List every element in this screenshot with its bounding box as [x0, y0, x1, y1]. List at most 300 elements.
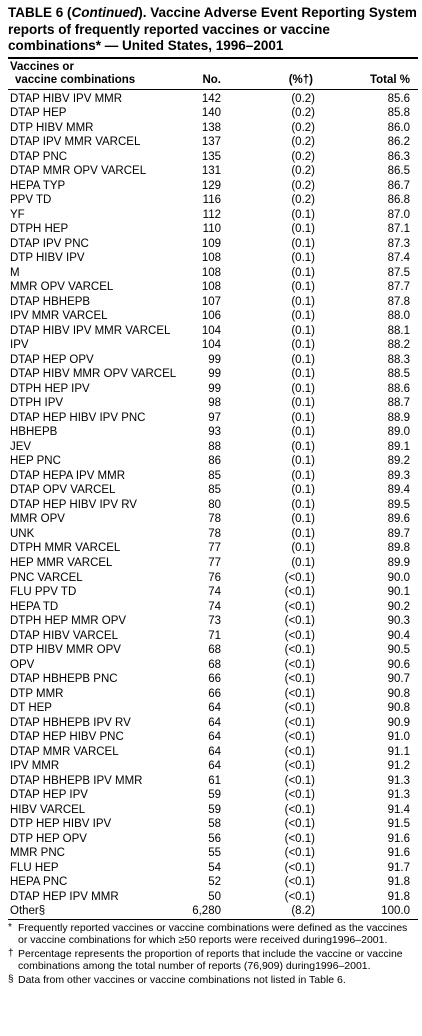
table-row	[8, 701, 418, 716]
table-row	[8, 541, 418, 556]
table-row	[8, 890, 418, 905]
percent-cell: (<0.1)	[284, 847, 315, 860]
percent-cell: (0.1)	[291, 310, 315, 323]
vaccine-name-cell: MMR OPV VARCEL	[10, 281, 114, 294]
table-row	[8, 875, 418, 890]
vaccine-name-cell: DTAP HBHEPB IPV MMR	[10, 774, 143, 787]
count-cell: 112	[202, 208, 221, 221]
total-percent-cell: 85.6	[387, 92, 410, 105]
count-cell: 68	[208, 658, 221, 671]
table-row	[8, 266, 418, 281]
footnote-text: Frequently reported vaccines or vaccine combinations were defined as the vaccines or vaccine combinations for which ≥50 reports were received during1996–2001.	[18, 921, 408, 947]
total-percent-cell: 89.5	[387, 498, 410, 511]
percent-cell: (<0.1)	[284, 789, 315, 802]
table-row	[8, 222, 418, 237]
vaccine-name-cell: DTP HIBV MMR OPV	[10, 644, 121, 657]
vaccine-name-cell: IPV MMR	[10, 760, 60, 773]
percent-cell: (0.1)	[291, 557, 315, 569]
footnote-marker: *	[8, 921, 12, 933]
count-cell: 66	[208, 673, 221, 686]
count-cell: 58	[208, 818, 221, 831]
percent-cell: (0.1)	[291, 527, 315, 540]
vaccine-name-cell: DTAP PNC	[10, 150, 68, 163]
vaccine-name-cell: DTP HIBV MMR	[10, 121, 94, 134]
vaccine-name-cell: YF	[10, 208, 25, 221]
vaccine-name-cell: DTAP HEPA IPV MMR	[10, 469, 126, 482]
percent-cell: (<0.1)	[284, 832, 315, 845]
table-row	[8, 643, 418, 658]
table-row	[8, 106, 418, 121]
percent-cell: (<0.1)	[284, 774, 315, 787]
table-row	[8, 411, 418, 426]
percent-cell: (8.2)	[291, 905, 315, 918]
vaccine-name-cell: DTAP HEP HIBV PNC	[10, 731, 124, 744]
percent-cell: (<0.1)	[284, 702, 315, 715]
total-percent-cell: 91.8	[387, 890, 410, 903]
count-cell: 77	[208, 542, 221, 555]
table-row	[8, 483, 418, 498]
total-percent-cell: 86.8	[387, 194, 410, 207]
table-row	[8, 571, 418, 586]
percent-cell: (0.2)	[291, 92, 315, 105]
table-row	[8, 280, 418, 295]
header-vaccines-line2: vaccine combinations	[15, 73, 136, 86]
table-row	[8, 469, 418, 484]
total-percent-cell: 88.0	[387, 310, 410, 323]
count-cell: 131	[201, 165, 221, 178]
vaccine-name-cell: JEV	[10, 440, 32, 453]
table-row	[8, 687, 418, 702]
percent-cell: (0.2)	[291, 136, 315, 149]
vaccine-name-cell: DTAP IPV MMR VARCEL	[10, 136, 141, 149]
vaccine-name-cell: MMR OPV	[10, 513, 65, 526]
table-row	[8, 440, 418, 455]
table-row	[8, 367, 418, 382]
vaccine-name-cell: DTAP HBHEPB IPV RV	[10, 716, 131, 729]
total-percent-cell: 90.4	[387, 629, 410, 642]
percent-cell: (0.1)	[291, 339, 315, 352]
header-pct: (%†)	[288, 73, 313, 86]
footnote-text: Data from other vaccines or vaccine combinations not listed in Table 6.	[18, 973, 346, 986]
count-cell: 135	[201, 150, 221, 163]
count-cell: 64	[208, 760, 221, 773]
percent-cell: (<0.1)	[284, 876, 315, 889]
total-percent-cell: 90.7	[387, 673, 410, 686]
vaccine-name-cell: Other§	[10, 905, 46, 918]
total-percent-cell: 91.3	[387, 789, 410, 802]
percent-cell: (<0.1)	[284, 615, 315, 628]
vaccine-name-cell: DTAP HEP HIBV IPV PNC	[10, 411, 146, 424]
percent-cell: (0.1)	[291, 252, 315, 265]
header-total: Total %	[369, 73, 410, 86]
table-row	[8, 745, 418, 760]
vaccine-name-cell: FLU HEP	[10, 861, 59, 874]
count-cell: 129	[201, 179, 221, 192]
total-percent-cell: 88.9	[387, 411, 410, 424]
total-percent-cell: 91.3	[387, 774, 410, 787]
count-cell: 99	[208, 368, 221, 381]
count-cell: 71	[208, 629, 221, 642]
table-row	[8, 382, 418, 397]
total-percent-cell: 91.0	[387, 731, 410, 744]
table-row	[8, 730, 418, 745]
count-cell: 78	[208, 513, 221, 526]
count-cell: 59	[208, 789, 221, 802]
vaccine-name-cell: DTAP HEP	[10, 107, 67, 120]
footnote-text: Percentage represents the proportion of reports that include the vaccine or vaccine combinations among the total number of reports (76,909) during1996–2001.	[18, 947, 403, 973]
table-row	[8, 658, 418, 673]
vaccine-name-cell: DTAP HIBV IPV MMR	[10, 92, 123, 105]
count-cell: 99	[208, 382, 221, 395]
vaccine-name-cell: FLU PPV TD	[10, 586, 77, 599]
percent-cell: (0.1)	[291, 440, 315, 453]
table-row	[8, 353, 418, 368]
total-percent-cell: 89.9	[387, 557, 410, 569]
total-percent-cell: 86.7	[387, 179, 410, 192]
count-cell: 55	[208, 847, 221, 860]
count-cell: 137	[201, 136, 221, 149]
count-cell: 56	[208, 832, 221, 845]
vaccine-name-cell: DTP MMR	[10, 687, 64, 700]
vaccine-name-cell: DT HEP	[10, 702, 52, 715]
total-percent-cell: 91.7	[387, 861, 410, 874]
percent-cell: (<0.1)	[284, 687, 315, 700]
percent-cell: (0.2)	[291, 107, 315, 120]
table-row	[8, 527, 418, 542]
total-percent-cell: 90.2	[387, 600, 410, 613]
footnote	[8, 922, 418, 947]
vaccine-name-cell: DTAP MMR VARCEL	[10, 745, 119, 758]
table-row	[8, 324, 418, 339]
total-percent-cell: 87.3	[387, 237, 410, 250]
count-cell: 85	[208, 469, 221, 482]
total-percent-cell: 90.8	[387, 687, 410, 700]
percent-cell: (0.1)	[291, 208, 315, 221]
percent-cell: (<0.1)	[284, 890, 315, 903]
title-continued: Continued	[71, 5, 139, 20]
total-percent-cell: 88.6	[387, 382, 410, 395]
vaccine-name-cell: IPV MMR VARCEL	[10, 310, 108, 323]
table-row	[8, 846, 418, 861]
table-row	[8, 803, 418, 818]
count-cell: 104	[201, 324, 221, 337]
count-cell: 108	[201, 281, 221, 294]
total-percent-cell: 87.5	[387, 266, 410, 279]
total-percent-cell: 90.6	[387, 658, 410, 671]
header-vaccines	[10, 61, 135, 87]
table-row	[8, 179, 418, 194]
total-percent-cell: 91.5	[387, 818, 410, 831]
percent-cell: (0.1)	[291, 469, 315, 482]
total-percent-cell: 90.5	[387, 644, 410, 657]
total-percent-cell: 86.3	[387, 150, 410, 163]
count-cell: 109	[201, 237, 221, 250]
percent-cell: (<0.1)	[284, 731, 315, 744]
table-row	[8, 92, 418, 107]
table-row	[8, 716, 418, 731]
count-cell: 59	[208, 803, 221, 816]
vaccine-name-cell: DTAP HEP HIBV IPV RV	[10, 498, 137, 511]
vaccine-name-cell: DTAP HIBV VARCEL	[10, 629, 119, 642]
total-percent-cell: 91.8	[387, 876, 410, 889]
percent-cell: (<0.1)	[284, 571, 315, 584]
vaccine-name-cell: DTAP HEP IPV	[10, 789, 88, 802]
footnote	[8, 974, 418, 987]
percent-cell: (0.1)	[291, 324, 315, 337]
count-cell: 64	[208, 745, 221, 758]
count-cell: 66	[208, 687, 221, 700]
table-row	[8, 396, 418, 411]
vaccine-name-cell: DTPH HEP IPV	[10, 382, 90, 395]
percent-cell: (0.2)	[291, 165, 315, 178]
vaccine-name-cell: UNK	[10, 527, 35, 540]
count-cell: 78	[208, 527, 221, 540]
percent-cell: (0.2)	[291, 150, 315, 163]
table-row	[8, 135, 418, 150]
percent-cell: (0.1)	[291, 484, 315, 497]
total-percent-cell: 91.6	[387, 832, 410, 845]
vaccine-name-cell: HEPA TD	[10, 600, 59, 613]
total-percent-cell: 88.5	[387, 368, 410, 381]
percent-cell: (<0.1)	[284, 586, 315, 599]
table-page	[8, 0, 418, 986]
total-percent-cell: 86.2	[387, 136, 410, 149]
count-cell: 116	[202, 194, 221, 207]
table-row	[8, 817, 418, 832]
total-percent-cell: 89.6	[387, 513, 410, 526]
percent-cell: (0.1)	[291, 353, 315, 366]
vaccine-name-cell: DTAP HEP IPV MMR	[10, 890, 119, 903]
table-row	[8, 614, 418, 629]
total-percent-cell: 91.1	[387, 745, 410, 758]
vaccine-name-cell: HIBV VARCEL	[10, 803, 86, 816]
total-percent-cell: 87.1	[387, 223, 410, 236]
total-percent-cell: 87.0	[387, 208, 410, 221]
total-percent-cell: 86.5	[387, 165, 410, 178]
table-row	[8, 150, 418, 165]
count-cell: 93	[208, 426, 221, 439]
count-cell: 98	[208, 397, 221, 410]
table-row	[8, 309, 418, 324]
table-row	[8, 121, 418, 136]
count-cell: 108	[201, 266, 221, 279]
total-percent-cell: 87.8	[387, 295, 410, 308]
count-cell: 104	[201, 339, 221, 352]
vaccine-name-cell: M	[10, 266, 20, 279]
percent-cell: (0.1)	[291, 455, 315, 468]
percent-cell: (0.1)	[291, 223, 315, 236]
vaccine-name-cell: HBHEPB	[10, 426, 58, 439]
count-cell: 74	[208, 600, 221, 613]
count-cell: 61	[208, 774, 221, 787]
total-percent-cell: 88.2	[387, 339, 410, 352]
vaccine-name-cell: PPV TD	[10, 194, 52, 207]
vaccine-name-cell: DTP HIBV IPV	[10, 252, 85, 265]
vaccine-name-cell: DTPH MMR VARCEL	[10, 542, 121, 555]
percent-cell: (<0.1)	[284, 644, 315, 657]
count-cell: 6,280	[192, 905, 221, 918]
percent-cell: (0.1)	[291, 411, 315, 424]
table-row	[8, 512, 418, 527]
title-prefix: TABLE 6 (	[8, 5, 72, 20]
total-percent-cell: 87.4	[387, 252, 410, 265]
total-percent-cell: 89.4	[387, 484, 410, 497]
percent-cell: (<0.1)	[284, 861, 315, 874]
header-no: No.	[202, 73, 221, 86]
count-cell: 107	[201, 295, 221, 308]
table-row	[8, 759, 418, 774]
percent-cell: (<0.1)	[284, 658, 315, 671]
table-row	[8, 672, 418, 687]
vaccine-name-cell: DTAP MMR OPV VARCEL	[10, 165, 147, 178]
table-row	[8, 788, 418, 803]
count-cell: 88	[208, 440, 221, 453]
total-percent-cell: 88.1	[387, 324, 410, 337]
total-percent-cell: 87.7	[387, 281, 410, 294]
total-percent-cell: 90.3	[387, 615, 410, 628]
count-cell: 74	[208, 586, 221, 599]
total-percent-cell: 89.1	[387, 440, 410, 453]
percent-cell: (0.1)	[291, 498, 315, 511]
total-percent-cell: 91.4	[387, 803, 410, 816]
table-row	[8, 861, 418, 876]
total-percent-cell: 88.3	[387, 353, 410, 366]
table-row	[8, 629, 418, 644]
total-percent-cell: 89.8	[387, 542, 410, 555]
vaccine-name-cell: DTP HEP OPV	[10, 832, 87, 845]
footnote-marker: §	[8, 973, 14, 985]
count-cell: 52	[208, 876, 221, 889]
total-percent-cell: 100.0	[381, 905, 410, 918]
total-percent-cell: 90.8	[387, 702, 410, 715]
count-cell: 77	[208, 557, 221, 569]
vaccine-name-cell: DTPH IPV	[10, 397, 64, 410]
count-cell: 76	[208, 571, 221, 584]
table-row	[8, 904, 418, 919]
percent-cell: (0.1)	[291, 542, 315, 555]
percent-cell: (0.2)	[291, 179, 315, 192]
table-row	[8, 164, 418, 179]
table-row	[8, 600, 418, 615]
vaccine-name-cell: HEPA PNC	[10, 876, 68, 889]
percent-cell: (<0.1)	[284, 716, 315, 729]
count-cell: 142	[201, 92, 221, 105]
percent-cell: (0.1)	[291, 397, 315, 410]
vaccine-name-cell: DTAP HBHEPB PNC	[10, 673, 118, 686]
count-cell: 85	[208, 484, 221, 497]
count-cell: 73	[208, 615, 221, 628]
total-percent-cell: 90.1	[387, 586, 410, 599]
percent-cell: (0.1)	[291, 281, 315, 294]
percent-cell: (0.1)	[291, 266, 315, 279]
table-header	[8, 59, 418, 89]
total-percent-cell: 89.0	[387, 426, 410, 439]
count-cell: 97	[208, 411, 221, 424]
table-row	[8, 498, 418, 513]
footnote	[8, 948, 418, 973]
header-vaccines-line1: Vaccines or	[10, 60, 74, 73]
vaccine-name-cell: OPV	[10, 658, 35, 671]
table-row	[8, 295, 418, 310]
table-body	[8, 90, 418, 919]
percent-cell: (0.2)	[291, 121, 315, 134]
total-percent-cell: 91.6	[387, 847, 410, 860]
vaccine-name-cell: IPV	[10, 339, 29, 352]
table-row	[8, 556, 418, 571]
count-cell: 140	[201, 107, 221, 120]
vaccine-name-cell: HEP MMR VARCEL	[10, 557, 113, 569]
vaccine-name-cell: DTAP IPV PNC	[10, 237, 89, 250]
table-row	[8, 208, 418, 223]
percent-cell: (0.2)	[291, 194, 315, 207]
percent-cell: (0.1)	[291, 426, 315, 439]
percent-cell: (<0.1)	[284, 745, 315, 758]
table-title	[8, 5, 418, 55]
percent-cell: (<0.1)	[284, 673, 315, 686]
footnotes	[8, 920, 418, 987]
percent-cell: (0.1)	[291, 382, 315, 395]
table-row	[8, 454, 418, 469]
total-percent-cell: 89.3	[387, 469, 410, 482]
count-cell: 64	[208, 716, 221, 729]
vaccine-name-cell: DTPH HEP MMR OPV	[10, 615, 127, 628]
vaccine-name-cell: DTAP OPV VARCEL	[10, 484, 116, 497]
count-cell: 110	[202, 223, 221, 236]
vaccine-name-cell: HEP PNC	[10, 455, 61, 468]
count-cell: 108	[201, 252, 221, 265]
percent-cell: (0.1)	[291, 295, 315, 308]
table-row	[8, 774, 418, 789]
footnote-marker: †	[8, 947, 14, 959]
count-cell: 80	[208, 498, 221, 511]
count-cell: 138	[201, 121, 221, 134]
percent-cell: (0.1)	[291, 368, 315, 381]
percent-cell: (0.1)	[291, 237, 315, 250]
vaccine-name-cell: DTAP HIBV IPV MMR VARCEL	[10, 324, 171, 337]
count-cell: 68	[208, 644, 221, 657]
total-percent-cell: 90.0	[387, 571, 410, 584]
count-cell: 64	[208, 731, 221, 744]
total-percent-cell: 89.7	[387, 527, 410, 540]
vaccine-name-cell: DTP HEP HIBV IPV	[10, 818, 112, 831]
percent-cell: (<0.1)	[284, 818, 315, 831]
table-row	[8, 251, 418, 266]
total-percent-cell: 86.0	[387, 121, 410, 134]
count-cell: 50	[208, 890, 221, 903]
total-percent-cell: 90.9	[387, 716, 410, 729]
count-cell: 54	[208, 861, 221, 874]
percent-cell: (<0.1)	[284, 629, 315, 642]
table-row	[8, 193, 418, 208]
vaccine-name-cell: DTAP HEP OPV	[10, 353, 94, 366]
vaccine-name-cell: DTPH HEP	[10, 223, 69, 236]
table-row	[8, 832, 418, 847]
percent-cell: (<0.1)	[284, 600, 315, 613]
total-percent-cell: 91.2	[387, 760, 410, 773]
table-row	[8, 338, 418, 353]
table-row	[8, 425, 418, 440]
vaccine-name-cell: MMR PNC	[10, 847, 65, 860]
total-percent-cell: 88.7	[387, 397, 410, 410]
percent-cell: (0.1)	[291, 513, 315, 526]
vaccine-name-cell: DTAP HBHEPB	[10, 295, 91, 308]
title-rest: ). Vaccine Adverse Event Reporting System reports of frequently reported vaccines or vaccine combinations* — United States, 1996–2001	[8, 5, 417, 53]
table-row	[8, 237, 418, 252]
count-cell: 64	[208, 702, 221, 715]
count-cell: 99	[208, 353, 221, 366]
vaccine-name-cell: HEPA TYP	[10, 179, 66, 192]
vaccine-name-cell: DTAP HIBV MMR OPV VARCEL	[10, 368, 177, 381]
